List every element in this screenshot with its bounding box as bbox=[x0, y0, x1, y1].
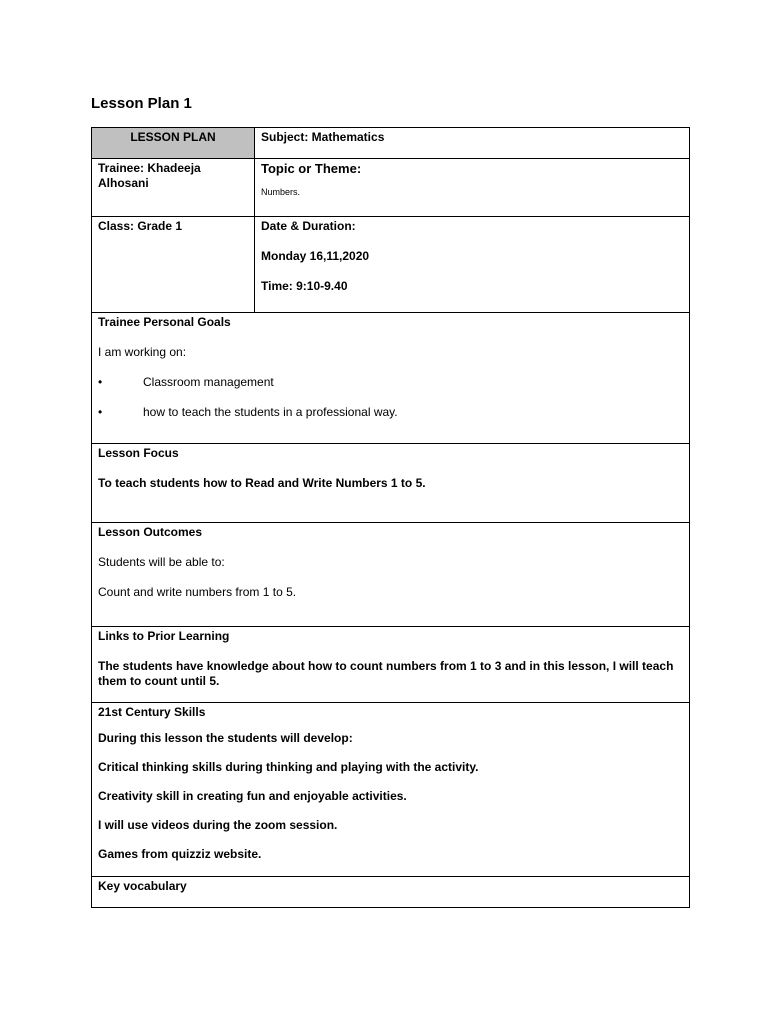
class-cell: Class: Grade 1 bbox=[92, 217, 255, 313]
list-item-text: how to teach the students in a professional way. bbox=[143, 405, 398, 419]
table-row bbox=[92, 159, 690, 217]
lesson-focus-cell bbox=[92, 444, 690, 523]
prior-learning-cell bbox=[92, 627, 690, 703]
skills-line: During this lesson the students will develop: bbox=[98, 731, 353, 745]
key-vocabulary-cell bbox=[92, 877, 690, 908]
skills-cell bbox=[92, 703, 690, 877]
prior-learning-text: The students have knowledge about how to count numbers from 1 to 3 and in this lesson, I will teach them to count until 5. bbox=[98, 659, 674, 688]
personal-goals-intro: I am working on: bbox=[98, 345, 187, 359]
topic-cell bbox=[255, 159, 690, 217]
document-title: Lesson Plan 1 bbox=[91, 95, 192, 112]
table-row bbox=[92, 444, 690, 523]
personal-goals-cell bbox=[92, 313, 690, 444]
table-row bbox=[92, 703, 690, 877]
skills-heading: 21st Century Skills bbox=[98, 705, 206, 719]
skills-line: Critical thinking skills during thinking and playing with the activity. bbox=[98, 760, 479, 774]
lesson-plan-table bbox=[91, 127, 690, 908]
lesson-focus-text: To teach students how to Read and Write Numbers 1 to 5. bbox=[98, 476, 426, 490]
lesson-outcomes-heading: Lesson Outcomes bbox=[98, 525, 203, 539]
list-item-text: Classroom management bbox=[143, 375, 274, 389]
bullet-icon: • bbox=[98, 405, 103, 419]
bullet-icon: • bbox=[98, 375, 103, 389]
lesson-outcomes-cell bbox=[92, 523, 690, 627]
table-row bbox=[92, 877, 690, 908]
list-item bbox=[98, 375, 683, 390]
skills-line: Creativity skill in creating fun and enjoyable activities. bbox=[98, 789, 407, 803]
table-row bbox=[92, 128, 690, 159]
date-value: Monday 16,11,2020 bbox=[261, 249, 370, 263]
skills-line: Games from quizziz website. bbox=[98, 847, 262, 861]
date-duration-cell bbox=[255, 217, 690, 313]
topic-value: Numbers. bbox=[261, 187, 301, 198]
lesson-focus-heading: Lesson Focus bbox=[98, 446, 179, 460]
skills-line: I will use videos during the zoom session. bbox=[98, 818, 338, 832]
date-label: Date & Duration: bbox=[261, 219, 356, 233]
prior-learning-heading: Links to Prior Learning bbox=[98, 629, 230, 643]
lesson-outcomes-text: Count and write numbers from 1 to 5. bbox=[98, 585, 297, 599]
table-row bbox=[92, 523, 690, 627]
key-vocabulary-heading: Key vocabulary bbox=[98, 879, 187, 893]
lesson-plan-header-cell: LESSON PLAN bbox=[92, 128, 255, 159]
trainee-cell: Trainee: Khadeeja Alhosani bbox=[92, 159, 255, 217]
lesson-outcomes-intro: Students will be able to: bbox=[98, 555, 225, 569]
list-item bbox=[98, 405, 683, 420]
time-value: Time: 9:10-9.40 bbox=[261, 279, 348, 293]
personal-goals-heading: Trainee Personal Goals bbox=[98, 315, 231, 329]
table-row bbox=[92, 627, 690, 703]
topic-label: Topic or Theme: bbox=[261, 161, 362, 176]
table-row bbox=[92, 313, 690, 444]
subject-cell: Subject: Mathematics bbox=[255, 128, 690, 159]
table-row bbox=[92, 217, 690, 313]
